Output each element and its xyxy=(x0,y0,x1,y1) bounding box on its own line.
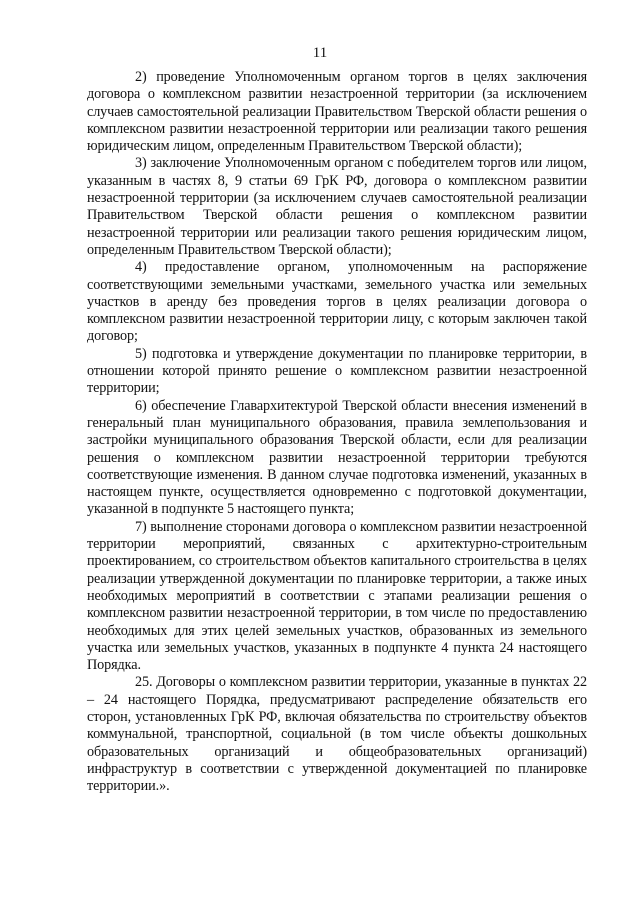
paragraph-item-5: 5) подготовка и утверждение документации по планировке территории, в отношении которой принято решение о комплексном развитии незастроенной территории; xyxy=(87,345,587,397)
paragraph-item-7: 7) выполнение сторонами договора о комплексном развитии незастроенной территории мероприятий, связанных с архитектурно-строительным проектированием, со строительством объектов капитального строительства в целях реализации утвержденной документации по планировке территории, а также иных необходимых мероприятий в соответствии с этапами реализации решения о комплексном развитии незастроенной территории, в том числе по предоставлению необходимых для этих целей земельных участков, образованных из земельного участка или земельных участков, указанных в подпункте 4 пункта 24 настоящего Порядка. xyxy=(87,518,587,674)
paragraph-item-6: 6) обеспечение Главархитектурой Тверской области внесения изменений в генеральный план муниципального образования, правила землепользования и застройки муниципального образования Тверской области, если для реализации решения о комплексном развитии незастроенной территории требуются соответствующие изменения. В данном случае подготовка изменений, указанных в настоящем пункте, осуществляется одновременно с подготовкой документации, указанной в подпункте 5 настоящего пункта; xyxy=(87,397,587,518)
page-number: 11 xyxy=(312,45,328,61)
paragraph-item-3: 3) заключение Уполномоченным органом с победителем торгов или лицом, указанным в частях 8, 9 статьи 69 ГрК РФ, договора о комплексном развитии незастроенной территории (за исключением случаев самостоятельной реализации Правительством Тверской области решения о комплексном развитии незастроенной территории или реализации такого решения юридическим лицом, определенным Правительством Тверской области); xyxy=(87,155,587,258)
document-body xyxy=(87,69,587,795)
paragraph-clause-25: 25. Договоры о комплексном развитии территории, указанные в пунктах 22 – 24 настоящего Порядка, предусматривают распределение обязательств его сторон, установленных ГрК РФ, включая обязательства по строительству объектов коммунальной, транспортной, социальной (в том числе объекты дошкольных образовательных организаций и общеобразовательных организаций) инфраструктур в соответствии с утвержденной документацией по планировке территории.». xyxy=(87,674,587,795)
paragraph-item-2: 2) проведение Уполномоченным органом торгов в целях заключения договора о комплексном развитии незастроенной территории (за исключением случаев самостоятельной реализации Правительством Тверской области решения о комплексном развитии незастроенной территории или реализации такого решения юридическим лицом, определенным Правительством Тверской области); xyxy=(87,69,587,155)
paragraph-item-4: 4) предоставление органом, уполномоченным на распоряжение соответствующими земельными участками, земельного участка или земельных участков в аренду без проведения торгов в целях реализации договора о комплексном развитии незастроенной территории лицу, с которым заключен такой договор; xyxy=(87,259,587,345)
